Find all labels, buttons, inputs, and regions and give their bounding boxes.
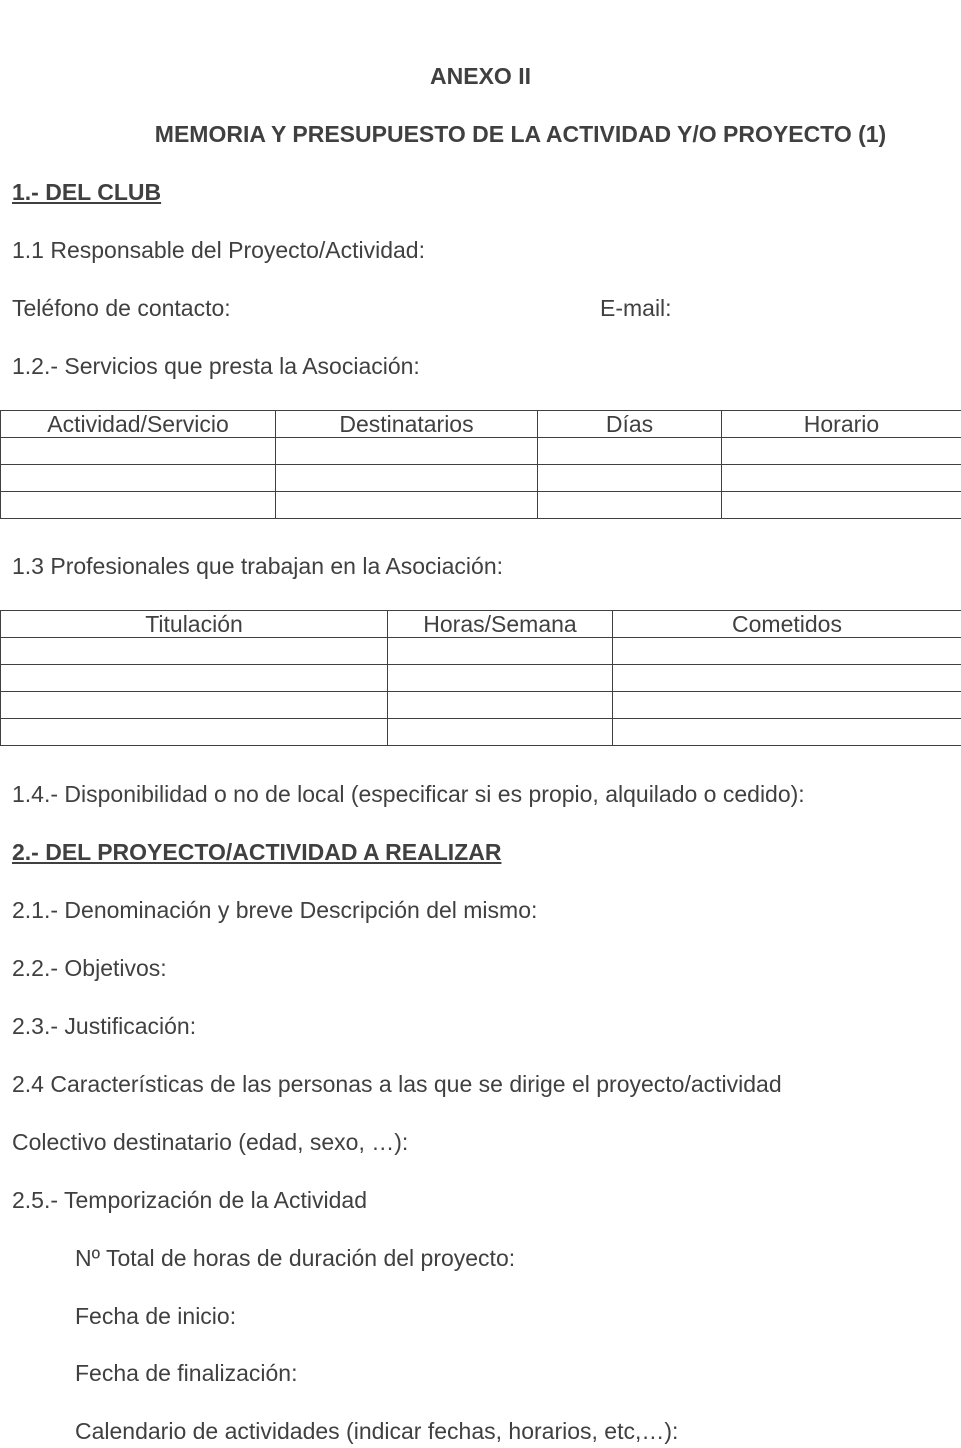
- servicios-label: 1.2.- Servicios que presta la Asociación:: [12, 353, 420, 379]
- responsable-label: 1.1 Responsable del Proyecto/Actividad:: [12, 237, 425, 263]
- table-cell[interactable]: [388, 665, 613, 692]
- table-cell[interactable]: [276, 465, 538, 492]
- table-row: [1, 719, 961, 746]
- table-cell[interactable]: [276, 438, 538, 465]
- table-cell[interactable]: [613, 719, 961, 746]
- table-row: [1, 492, 961, 519]
- profesionales-header-row: [1, 611, 961, 638]
- temporizacion-label: 2.5.- Temporización de la Actividad: [12, 1187, 367, 1213]
- local-label: 1.4.- Disponibilidad o no de local (especificar si es propio, alquilado o cedido):: [12, 781, 805, 807]
- caracteristicas-label: 2.4 Características de las personas a las que se dirige el proyecto/actividad: [12, 1071, 782, 1097]
- profesionales-header-horas: Horas/Semana: [388, 611, 613, 638]
- table-cell[interactable]: [613, 665, 961, 692]
- document-subtitle: MEMORIA Y PRESUPUESTO DE LA ACTIVIDAD Y/O PROYECTO (1): [154, 121, 887, 147]
- calendario-label: Calendario de actividades (indicar fechas, horarios, etc,…):: [75, 1418, 679, 1444]
- table-cell[interactable]: [388, 719, 613, 746]
- servicios-header-actividad: Actividad/Servicio: [1, 411, 276, 438]
- profesionales-header-cometidos: Cometidos: [613, 611, 961, 638]
- servicios-table: [0, 410, 961, 519]
- table-cell[interactable]: [538, 492, 722, 519]
- profesionales-header-titulacion: Titulación: [1, 611, 388, 638]
- table-row: [1, 638, 961, 665]
- section-2-heading: 2.- DEL PROYECTO/ACTIVIDAD A REALIZAR: [12, 839, 502, 865]
- table-cell[interactable]: [1, 638, 388, 665]
- profesionales-table: [0, 610, 961, 746]
- table-cell[interactable]: [1, 692, 388, 719]
- servicios-header-row: [1, 411, 961, 438]
- horas-label: Nº Total de horas de duración del proyecto:: [75, 1245, 516, 1271]
- table-cell[interactable]: [276, 492, 538, 519]
- objetivos-label: 2.2.- Objetivos:: [12, 955, 167, 981]
- table-cell[interactable]: [722, 465, 961, 492]
- telefono-label: Teléfono de contacto:: [12, 295, 231, 321]
- table-cell[interactable]: [1, 438, 276, 465]
- table-cell[interactable]: [1, 719, 388, 746]
- table-row: [1, 665, 961, 692]
- table-cell[interactable]: [1, 665, 388, 692]
- denominacion-label: 2.1.- Denominación y breve Descripción del mismo:: [12, 897, 538, 923]
- table-cell[interactable]: [1, 492, 276, 519]
- justificacion-label: 2.3.- Justificación:: [12, 1013, 197, 1039]
- fecha-finalizacion-label: Fecha de finalización:: [75, 1360, 298, 1386]
- table-row: [1, 465, 961, 492]
- table-cell[interactable]: [388, 692, 613, 719]
- document-title: ANEXO II: [430, 63, 531, 89]
- fecha-inicio-label: Fecha de inicio:: [75, 1303, 237, 1329]
- table-cell[interactable]: [613, 692, 961, 719]
- servicios-header-horario: Horario: [722, 411, 961, 438]
- servicios-header-dias: Días: [538, 411, 722, 438]
- table-cell[interactable]: [722, 438, 961, 465]
- table-cell[interactable]: [613, 638, 961, 665]
- profesionales-label: 1.3 Profesionales que trabajan en la Asociación:: [12, 553, 503, 579]
- table-cell[interactable]: [1, 465, 276, 492]
- table-cell[interactable]: [388, 638, 613, 665]
- section-1-heading: 1.- DEL CLUB: [12, 179, 162, 205]
- table-cell[interactable]: [538, 438, 722, 465]
- colectivo-label: Colectivo destinatario (edad, sexo, …):: [12, 1129, 409, 1155]
- table-cell[interactable]: [722, 492, 961, 519]
- table-row: [1, 438, 961, 465]
- table-row: [1, 692, 961, 719]
- email-label: E-mail:: [600, 295, 672, 321]
- table-cell[interactable]: [538, 465, 722, 492]
- servicios-header-destinatarios: Destinatarios: [276, 411, 538, 438]
